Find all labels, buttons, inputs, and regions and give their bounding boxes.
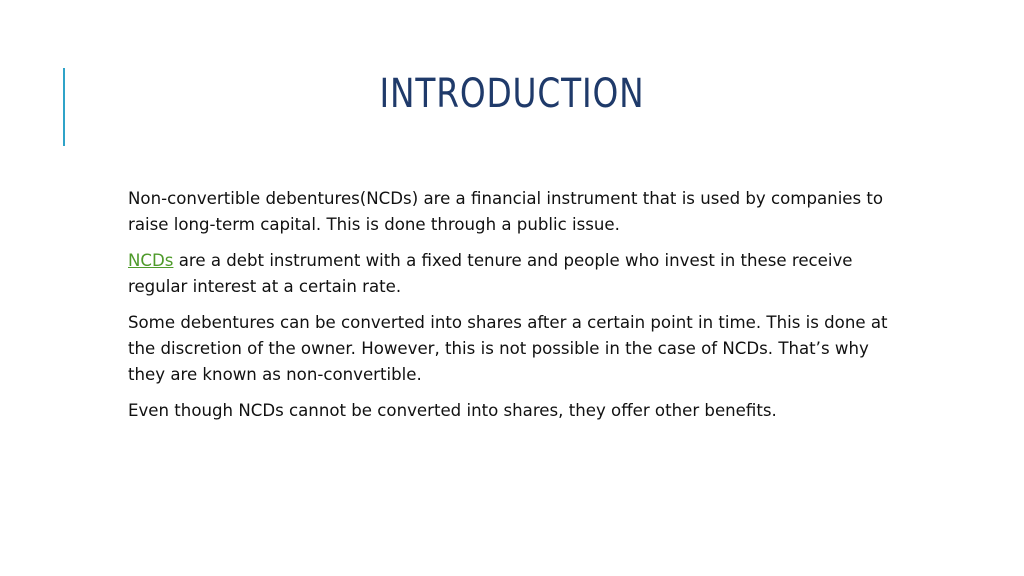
- paragraph-4: Even though NCDs cannot be converted into shares, they offer other benefits.: [128, 401, 777, 420]
- slide-title: INTRODUCTION: [379, 71, 645, 117]
- paragraph-3: Some debentures can be converted into shares after a certain point in time. This is done at the discretion of the owner. However, this is not possible in the case of NCDs. That’s why they are known as non-convertible.: [128, 313, 888, 384]
- ncds-link[interactable]: NCDs: [128, 251, 174, 270]
- paragraph-1: Non-convertible debentures(NCDs) are a financial instrument that is used by companies to raise long-term capital. This is done through a public issue.: [128, 189, 884, 234]
- slide-body: [128, 186, 908, 434]
- paragraph-2-text: are a debt instrument with a fixed tenure and people who invest in these receive regular interest at a certain rate.: [128, 251, 853, 296]
- paragraph-2: [128, 248, 908, 300]
- accent-bar: [63, 68, 65, 146]
